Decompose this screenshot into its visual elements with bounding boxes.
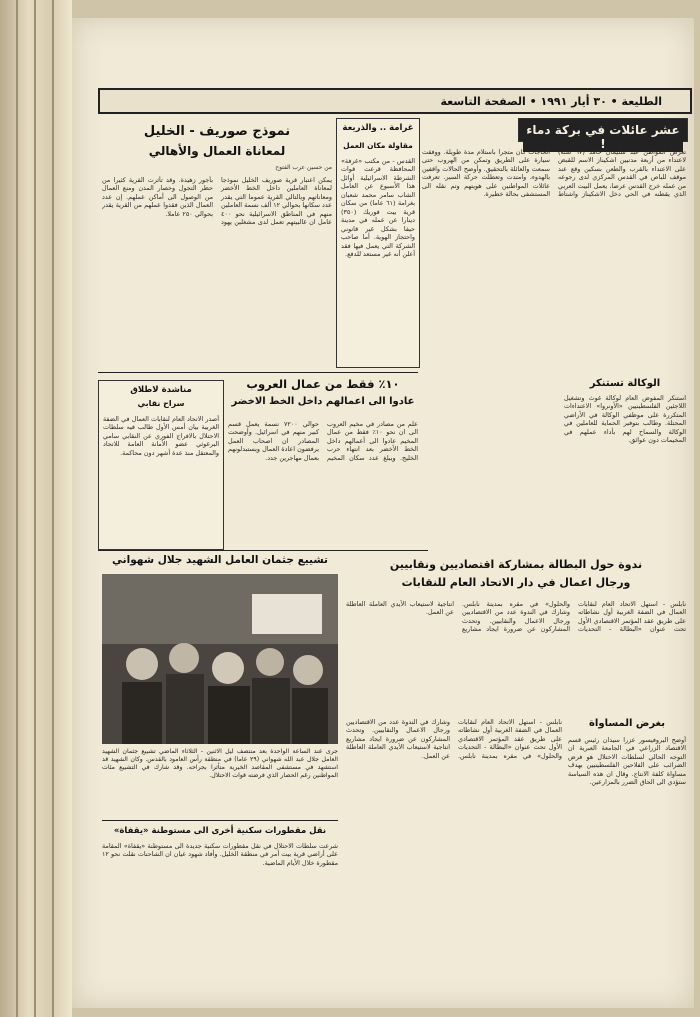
sourif-byline: من حسين عرب الفتوح <box>275 164 332 171</box>
equality-title: بغرض المساواة <box>589 718 665 729</box>
page-header-text: الطليعة • ٣٠ أيار ١٩٩١ • الصفحة التاسعة <box>440 94 662 108</box>
book-spine <box>0 0 72 1017</box>
appeal-box <box>98 380 224 550</box>
settlers-title: نقل مقطورات سكنية أخرى الى مستوطنة «يقفاة» <box>113 826 327 836</box>
appeal-title: مناشدة لاطلاق <box>130 385 192 395</box>
funeral-caption: جرى عند الساعة الواحدة بعد منتصف ليل الاثنين - الثلاثاء الماضي تشييع جثمان الشهيد العامل جلال عبد الله شهواني (٢٩ عاما) في منطقة رأس العامود بالقدس. وكان الشهيد قد استشهد في مستشفى المقاصد الخيرية متأثرا بجراحه. وقد شارك في التشييع مئات المواطنين رغم الحصار الذي فرضته قوات الاحتلال. <box>102 748 338 780</box>
agency-body: استنكر المفوض العام لوكالة غوث وتشغيل اللاجئين الفلسطينيين «الأونروا» الاعتداءات المتكررة على موظفي الوكالة في الأراضي المحتلة. وطالب بتوفير الحماية للعاملين في الوكالة والسماح لهم بأداء عملهم في المخيمات دون عوائق. <box>564 394 686 445</box>
unemployment-subtitle: عادوا الى اعمالهم داخل الخط الاخضر <box>231 396 415 407</box>
unemployment-title: ١٠٪ فقط من عمال العروب <box>246 377 400 391</box>
funeral-title: تشييع جثمان العامل الشهيد جلال شهواني <box>112 554 328 566</box>
blood-lake-title: عشر عائلات في بركة دماء ! <box>523 123 683 152</box>
equality-body: أوضح البروفيسور عزرا سيدان رئيس قسم الاقتصاد الزراعي في الجامعة العبرية ان التوجه الحالي لسلطات الاحتلال هو فرض الضرائب على الفلاحين الفلسطينيين بهدف مساواة كلفة الانتاج. وقال ان هذه السياسة ستؤدي الى الحاق الضرر بالمزارعين. <box>568 736 686 787</box>
blood-lake-title-box <box>518 118 688 152</box>
fine-box <box>336 118 420 368</box>
sourif-body: يمكن اعتبار قرية صوريف الخليل نموذجا لمعاناة العاملين داخل الخط الأخضر ومعاناتهم وبالتالي القرية عموما التي يقدر عدد سكانها بحوالي ١٢ ألف نسمة العاملين منهم في المناطق الاسرائيلية نحو ٤٠٠ عامل ان غالبيتهم تعمل لدى مشغلين يهود بأجور زهيدة. وقد تأثرت القرية كثيرا من حظر التجول وحصار المدن ومنع العمال من الوصول الى أماكن عملهم. إن عدد العمال الذين فقدوا عملهم من القرية يقدر بحوالي ٢٥٠ عاملا. <box>102 176 332 227</box>
seminar-subtitle: ورجال اعمال في دار الاتحاد العام للنقابات <box>401 576 631 589</box>
unemployment-body: علم من مصادر في مخيم العروب الى ان نحو ١٠٪ فقط من عمال المخيم عادوا الى أعمالهم داخل الخط الأخضر بعد انتهاء حرب الخليج. ويبلغ عدد سكان المخيم حوالي ٧٢٠٠ نسمة يعمل قسم كبير منهم في اسرائيل. وأوضحت المصادر ان اصحاب العمل يرفضون اعادة العمال ويستبدلونهم بعمال مهاجرين جدد. <box>228 420 418 462</box>
seminar-body: نابلس - استهل الاتحاد العام لنقابات العمال في الضفة الغربية أول نشاطاته على طريق عقد المؤتمر الاقتصادي الأول تحت عنوان «البطالة - التحديات والحلول» في مقره بمدينة نابلس. وشارك في الندوة عدد من الاقتصاديين ورجال الاعمال والنقابيين. وتحدث المشاركون عن ضرورة ايجاد مشاريع انتاجية لاستيعاب الأيدي العاملة العاطلة عن العمل. <box>346 600 686 634</box>
settlers-body: شرعت سلطات الاحتلال في نقل مقطورات سكنية جديدة الى مستوطنة «يقفاة» المقامة على أراضي قرية بيت أمر في منطقة الخليل. وأفاد شهود عيان ان الشاحنات نقلت نحو ١٢ مقطورة خلال الأيام الماضية. <box>102 842 338 867</box>
sourif-title: نموذج صوريف - الخليل <box>143 124 291 139</box>
page-header <box>98 88 692 114</box>
seminar-continued: نابلس - استهل الاتحاد العام لنقابات العمال في الضفة الغربية أول نشاطاته على طريق عقد المؤتمر الاقتصادي الأول تحت عنوان «البطالة - التحديات والحلول» في مقره بمدينة نابلس. وشارك في الندوة عدد من الاقتصاديين ورجال الاعمال والنقابيين. وتحدث المشاركون عن ضرورة ايجاد مشاريع انتاجية لاستيعاب الأيدي العاملة العاطلة عن العمل. <box>346 718 562 760</box>
appeal-body: أصدر الاتحاد العام لنقابات العمال في الضفة الغربية بيان أمس الأول طالب فيه سلطات الاحتلال بالافراج الفوري عن النقابي سامي البرغوثي عضو الأمانة العامة للاتحاد والمعتقل منذ عدة أشهر دون محاكمة. <box>103 415 219 457</box>
fine-subtitle: مقاولة مكان العمل <box>343 141 413 150</box>
seminar-title: ندوة حول البطالة بمشاركة اقتصاديين ونقابيين <box>389 558 643 571</box>
agency-title: الوكالة تستنكر <box>589 378 661 389</box>
appeal-subtitle: سراح نقابي <box>137 399 185 408</box>
fine-body: القدس - من مكتب «غرفة» المحافظة قرعت قوات الشرطة الاسرائيلية أوائل هذا الأسبوع عن العامل الشاب سامر محمد شعبان بغرامة (٦١ عاما) من سكان قرية بيت فوريك (٣٥٠) دينارا عن عمله في مدينة حيفا بشكل غير قانوني واحتجاز الهوية. أما صاحب الشركة التي يعمل فيها فقد أعلن أنه غير مستعد للدفع. <box>341 157 415 258</box>
newspaper-page <box>98 88 688 1004</box>
fine-title: غرامة .. والذريعة <box>342 123 414 133</box>
sourif-subtitle: لمعاناة العمال والأهالي <box>148 144 286 158</box>
funeral-photo <box>102 574 338 744</box>
blood-lake-body: تعرض المواطن عبد سليمان حامد (٦٧ سنة) لاعتداء من أربعة مدنيين اشكيناز الاسم للقبض على الاعتداء بالقرب والطعن بسكين وقع عند موقف للباص في القدس المركزي لدى رجوعه من عمله خرج القدس عرضا، يعمل البيت العربي الذي يقطنه في الحي دخل الاشكيناز واشتاط الحاجات كان متجرا باستلام مدة طويلة. ووفقت سيارة على الطريق وتمكن من الهروب حتى سمعت والعائلة بالتحقيق. وأوضح الحالات واقفين بالهدوء، وامتدت وتعطلت حركة السير. تعرفت عائلات المواطنين على هويتهم وتم نقله الى المستشفى بحالة خطيرة. <box>422 148 686 199</box>
